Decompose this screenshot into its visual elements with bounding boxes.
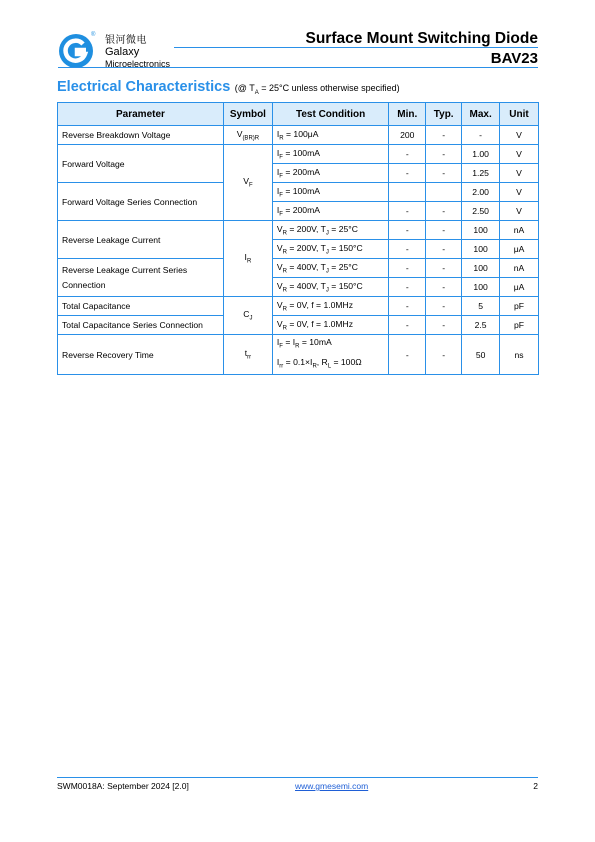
table-row (58, 221, 539, 240)
symbol-cell: $V_{(BR)R}$ (223, 126, 272, 145)
typ-cell: - (426, 202, 462, 221)
max-cell: 5 (462, 297, 500, 316)
typ-cell: - (426, 126, 462, 145)
header-bottom-rule (58, 67, 538, 68)
part-number: BAV23 (490, 50, 538, 67)
max-cell: 2.50 (462, 202, 500, 221)
max-cell: - (462, 126, 500, 145)
condition-cell: $V_R = 400V$, $T_J = 25^\circ C$ (272, 259, 388, 278)
param-cell: Reverse Leakage Current (58, 221, 224, 259)
col-symbol: Symbol (223, 103, 272, 126)
max-cell: 2.5 (462, 316, 500, 335)
max-cell: 100 (462, 221, 500, 240)
section-heading (57, 78, 400, 96)
min-cell: - (389, 240, 426, 259)
brand-name: Galaxy (105, 46, 140, 58)
min-cell: - (389, 145, 426, 164)
table-row (58, 145, 539, 164)
condition-cell: $I_R = 100\mu A$ (272, 126, 388, 145)
typ-cell: - (426, 259, 462, 278)
section-title: Electrical Characteristics (57, 79, 231, 95)
condition-cell: $V_R = 200V$, $T_J = 150^\circ C$ (272, 240, 388, 259)
electrical-characteristics-table (57, 102, 539, 375)
max-cell: 100 (462, 278, 500, 297)
brand-sub: Microelectronics (105, 59, 171, 69)
table-row (58, 259, 539, 278)
max-cell: 2.00 (462, 183, 500, 202)
max-cell: 100 (462, 240, 500, 259)
typ-cell: - (426, 297, 462, 316)
min-cell: - (389, 202, 426, 221)
param-cell: Total Capacitance (58, 297, 224, 316)
col-unit: Unit (500, 103, 539, 126)
unit-cell: V (500, 202, 539, 221)
page-number: 2 (533, 781, 538, 791)
table-row (58, 297, 539, 316)
table-row (58, 126, 539, 145)
condition-cell: $I_F = 200mA$ (272, 202, 388, 221)
condition-cell: $V_R = 0V$, f = 1.0MHz (272, 316, 388, 335)
param-cell: Total Capacitance Series Connection (58, 316, 224, 335)
symbol-cell: $C_J$ (223, 297, 272, 335)
condition-cell: $I_F = 100mA$ (272, 183, 388, 202)
min-cell: - (389, 316, 426, 335)
galaxy-logo-icon (58, 33, 94, 69)
typ-cell: - (426, 240, 462, 259)
table-row (58, 335, 539, 375)
footer-doc-id: SWM0018A: September 2024 [2.0] (57, 781, 189, 791)
unit-cell: V (500, 145, 539, 164)
min-cell: - (389, 259, 426, 278)
min-cell: - (389, 164, 426, 183)
footer-website-link[interactable]: www.gmesemi.com (295, 781, 369, 791)
col-test-condition: Test Condition (272, 103, 388, 126)
condition-cell: $I_F = 100mA$ (272, 145, 388, 164)
col-min: Min. (389, 103, 426, 126)
col-parameter: Parameter (58, 103, 224, 126)
min-cell (389, 183, 426, 202)
condition-cell: $I_F = 200mA$ (272, 164, 388, 183)
unit-cell: V (500, 164, 539, 183)
param-cell: Reverse Recovery Time (58, 335, 224, 375)
unit-cell: nA (500, 259, 539, 278)
min-cell: - (389, 221, 426, 240)
col-typ: Typ. (426, 103, 462, 126)
document-title: Surface Mount Switching Diode (305, 30, 538, 47)
unit-cell: μA (500, 278, 539, 297)
unit-cell: pF (500, 316, 539, 335)
param-cell: Forward Voltage Series Connection (58, 183, 224, 221)
table-row (58, 183, 539, 202)
section-condition: (@ $T_A = 25^\circ C$ unless otherwise specified) (234, 83, 400, 96)
typ-cell: - (426, 316, 462, 335)
brand-cn-name: 银河微电 (105, 35, 147, 46)
param-cell: Reverse Breakdown Voltage (58, 126, 224, 145)
condition-cell: $V_R = 200V$, $T_J = 25^\circ C$ (272, 221, 388, 240)
max-cell: 100 (462, 259, 500, 278)
min-cell: 200 (389, 126, 426, 145)
unit-cell: pF (500, 297, 539, 316)
param-cell: Forward Voltage (58, 145, 224, 183)
max-cell: 50 (462, 335, 500, 375)
typ-cell (426, 183, 462, 202)
table-header-row (58, 103, 539, 126)
unit-cell: μA (500, 240, 539, 259)
condition-cell: $I_F = I_R = 10mA$ $I_{rr} = 0.1\times I_R$, $R_L = 100\Omega$ (272, 335, 388, 375)
symbol-cell: $t_{rr}$ (223, 335, 272, 375)
unit-cell: ns (500, 335, 539, 375)
typ-cell: - (426, 145, 462, 164)
condition-cell: $V_R = 0V$, f = 1.0MHz (272, 297, 388, 316)
typ-cell: - (426, 278, 462, 297)
unit-cell: V (500, 183, 539, 202)
symbol-cell: $V_F$ (223, 145, 272, 221)
condition-cell: $V_R = 400V$, $T_J = 150^\circ C$ (272, 278, 388, 297)
table-row (58, 316, 539, 335)
max-cell: 1.00 (462, 145, 500, 164)
typ-cell: - (426, 164, 462, 183)
unit-cell: nA (500, 221, 539, 240)
footer-divider (57, 777, 538, 778)
typ-cell: - (426, 221, 462, 240)
param-cell: Reverse Leakage Current Series Connection (58, 259, 224, 297)
min-cell: - (389, 278, 426, 297)
typ-cell: - (426, 335, 462, 375)
symbol-cell: $I_R$ (223, 221, 272, 297)
header-divider (174, 47, 538, 48)
col-max: Max. (462, 103, 500, 126)
min-cell: - (389, 297, 426, 316)
min-cell: - (389, 335, 426, 375)
max-cell: 1.25 (462, 164, 500, 183)
company-logo (58, 33, 178, 69)
unit-cell: V (500, 126, 539, 145)
registered-mark: ® (91, 32, 96, 38)
